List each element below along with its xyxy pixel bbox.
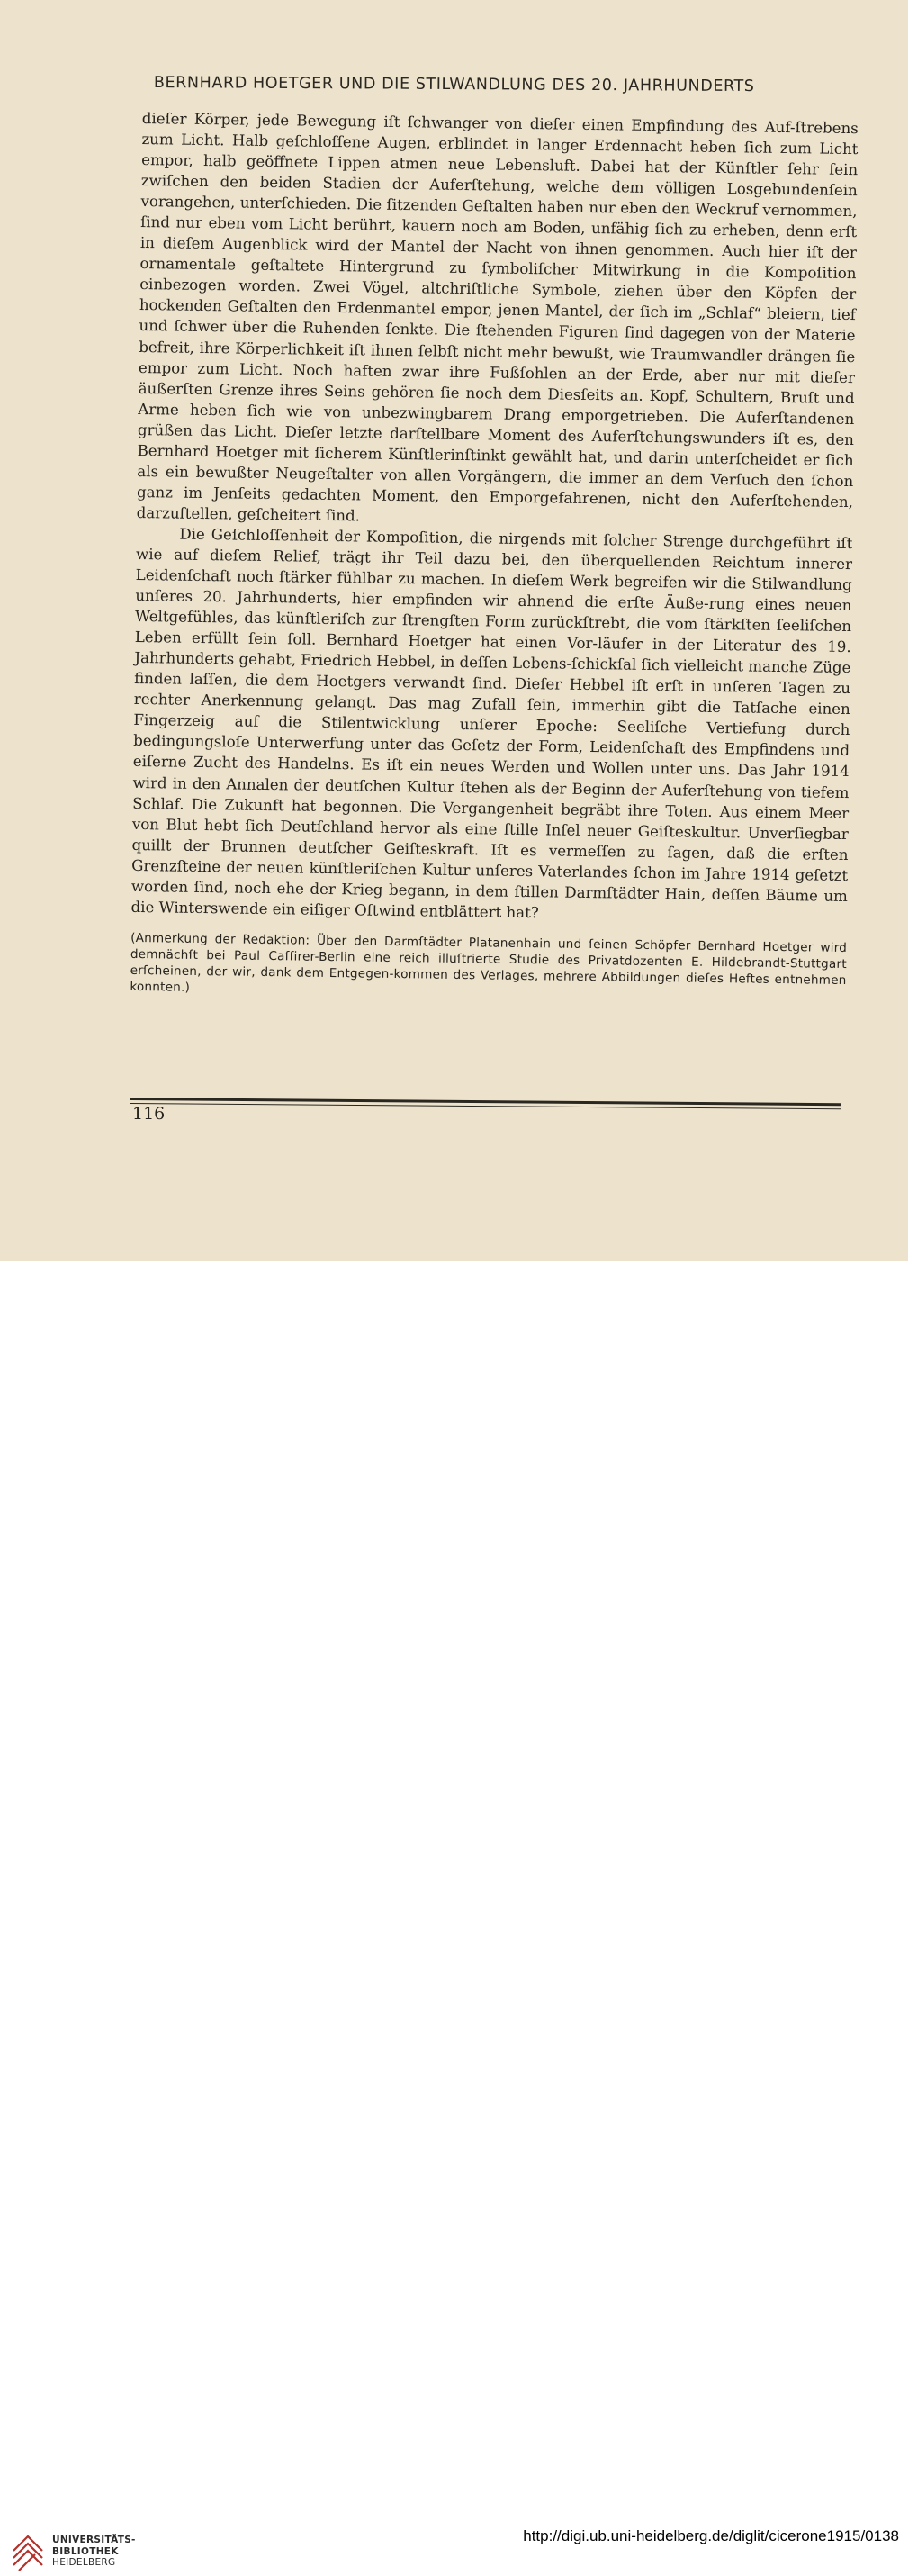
scanned-page	[0, 0, 908, 1261]
source-url-link[interactable]: http://digi.ub.uni-heidelberg.de/diglit/cicerone1915/0138	[523, 2527, 899, 2544]
paragraph-1: dieſer Körper, jede Bewegung iſt ſchwanger von dieſer einen Empfindung des Auf-ſtrebens zum Licht. Halb geſchloſſene Augen, erblindet in langer Erdennacht heben ſich zum Licht empor, halb geöffnete Lippen atmen neue Lebensluft. Dabei hat der Künſtler ſehr fein zwiſchen den beiden Stadien der Auferſtehung, welche dem völligen Losgebundenſein vorangehen, unterſchieden. Die ſitzenden Geſtalten haben nur eben den Weckruf vernommen, ſind nur eben vom Licht berührt, kauern noch am Boden, unfähig ſich zu erheben, denn erſt in dieſem Augenblick wird der Mantel der Nacht von ihnen genommen. Auch hier iſt der ornamentale geſtaltete Hintergrund zu ſymboliſcher Mitwirkung in die Kompoſition einbezogen worden. Zwei Vögel, altchriſtliche Symbole, ziehen über den Köpfen der hockenden Geſtalten den Erdenmantel empor, jenen Mantel, der ſich im „Schlaf“ bleiern, tief und ſchwer über die Ruhenden ſenkte. Die ſtehenden Figuren ſind dagegen von der Materie befreit, ihre Körperlichkeit iſt ihnen ſelbſt nicht mehr bewußt, wie Traumwandler drängen ſie empor zum Licht. Noch haften zwar ihre Fußſohlen an der Erde, aber nur mit dieſer äußerſten Grenze ihres Seins gehören ſie noch dem Diesſeits an. Kopf, Schultern, Bruſt und Arme heben ſich wie von unbezwingbarem Drang emporgetrieben. Die Auferſtandenen grüßen das Licht. Dieſer letzte darſtellbare Moment des Auferſtehungswunders iſt es, den Bernhard Hoetger mit ſicherem Künſtlerinſtinkt gewählt hat, und darin unterſcheidet er ſich als ein bewußter Neugeſtalter von allen Vorgängern, die immer an dem Verſuch den ſchon ganz im Jenſeits gedachten Moment, den Emporgefahrenen, nicht den Auferſtehenden, darzuſtellen, geſcheitert ſind.	[136, 109, 859, 525]
article-body	[130, 108, 859, 1017]
digitization-footer	[0, 1261, 908, 2568]
library-name-line2: BIBLIOTHEK	[52, 2545, 119, 2557]
library-name-line3: HEIDELBERG	[52, 2557, 116, 2568]
library-name-line1: UNIVERSITÄTS-	[52, 2535, 136, 2545]
library-logo-icon	[8, 2524, 46, 2576]
paragraph-2: Die Geſchloſſenheit der Kompoſition, die nirgends mit ſolcher Strenge durchgeführt iſt wie auf dieſem Relief, trägt ihr Teil dazu bei, den überquellenden Reichtum innerer Leidenſchaft noch ſtärker fühlbar zu machen. In dieſem Werk begreifen wir die Stilwandlung unſeres 20. Jahrhunderts, hier empfinden wir ahnend die erſte Äuße-rung eines neuen Weltgefühles, das künſtleriſch zur ſtrengſten Form zurückſtrebt, die vom ſtärkſten ſeeliſchen Leben erfüllt ſein ſoll. Bernhard Hoetger hat einen Vor-läufer in der Literatur des 19. Jahrhunderts gehabt, Friedrich Hebbel, in deſſen Lebens-ſchickſal ſich vielleicht manche Züge finden laſſen, die dem Hoetgers verwandt ſind. Dieſer Hebbel iſt erſt in unſeren Tagen zu rechter Anerkennung gelangt. Das mag Zufall ſein, immerhin gibt die Tatſache einen Fingerzeig auf die Stilentwicklung unſerer Epoche: Seeliſche Vertiefung durch bedingungsloſe Unterwerfung unter das Geſetz der Form, Leidenſchaft des Empfindens und eiſerne Zucht des Handelns. Es iſt ein neues Werden und Wollen unter uns. Das Jahr 1914 wird in den Annalen der deutſchen Kultur ſtehen als der Beginn der Auferſtehung von tiefem Schlaf. Die Zukunft hat begonnen. Die Vergangenheit begräbt ihre Toten. Aus einem Meer von Blut hebt ſich Deutſchland hervor als eine ſtille Inſel neuer Geiſteskultur. Unverſiegbar quillt der Brunnen deutſcher Geiſteskraft. Iſt es vermeſſen zu ſagen, daß die erſten Grenzſteine der neuen künſtleriſchen Kultur unſeres Vaterlandes ſchon im Jahre 1914 geſetzt worden ſind, noch ehe der Krieg begann, in dem ſtillen Darmſtädter Hain, deſſen Bäume um die Winterswende ein eiſiger Oſtwind entblättert hat?	[130, 525, 853, 922]
library-name	[52, 2535, 136, 2569]
running-head: BERNHARD HOETGER UND DIE STILWANDLUNG DES 20. JAHRHUNDERTS	[153, 74, 755, 96]
page-number: 116	[132, 1104, 166, 1124]
editor-note: (Anmerkung der Redaktion: Über den Darmſtädter Platanenhain und ſeinen Schöpfer Bernhard Hoetger wird demnächſt bei Paul Caſſirer-Berlin eine reich illuſtrierte Studie des Privatdozenten E. Hildebrandt-Stuttgart erſcheinen, der wir, dank dem Entgegen-kommen des Verlages, mehrere Abbildungen dieſes Heftes entnehmen konnten.)	[130, 930, 848, 995]
